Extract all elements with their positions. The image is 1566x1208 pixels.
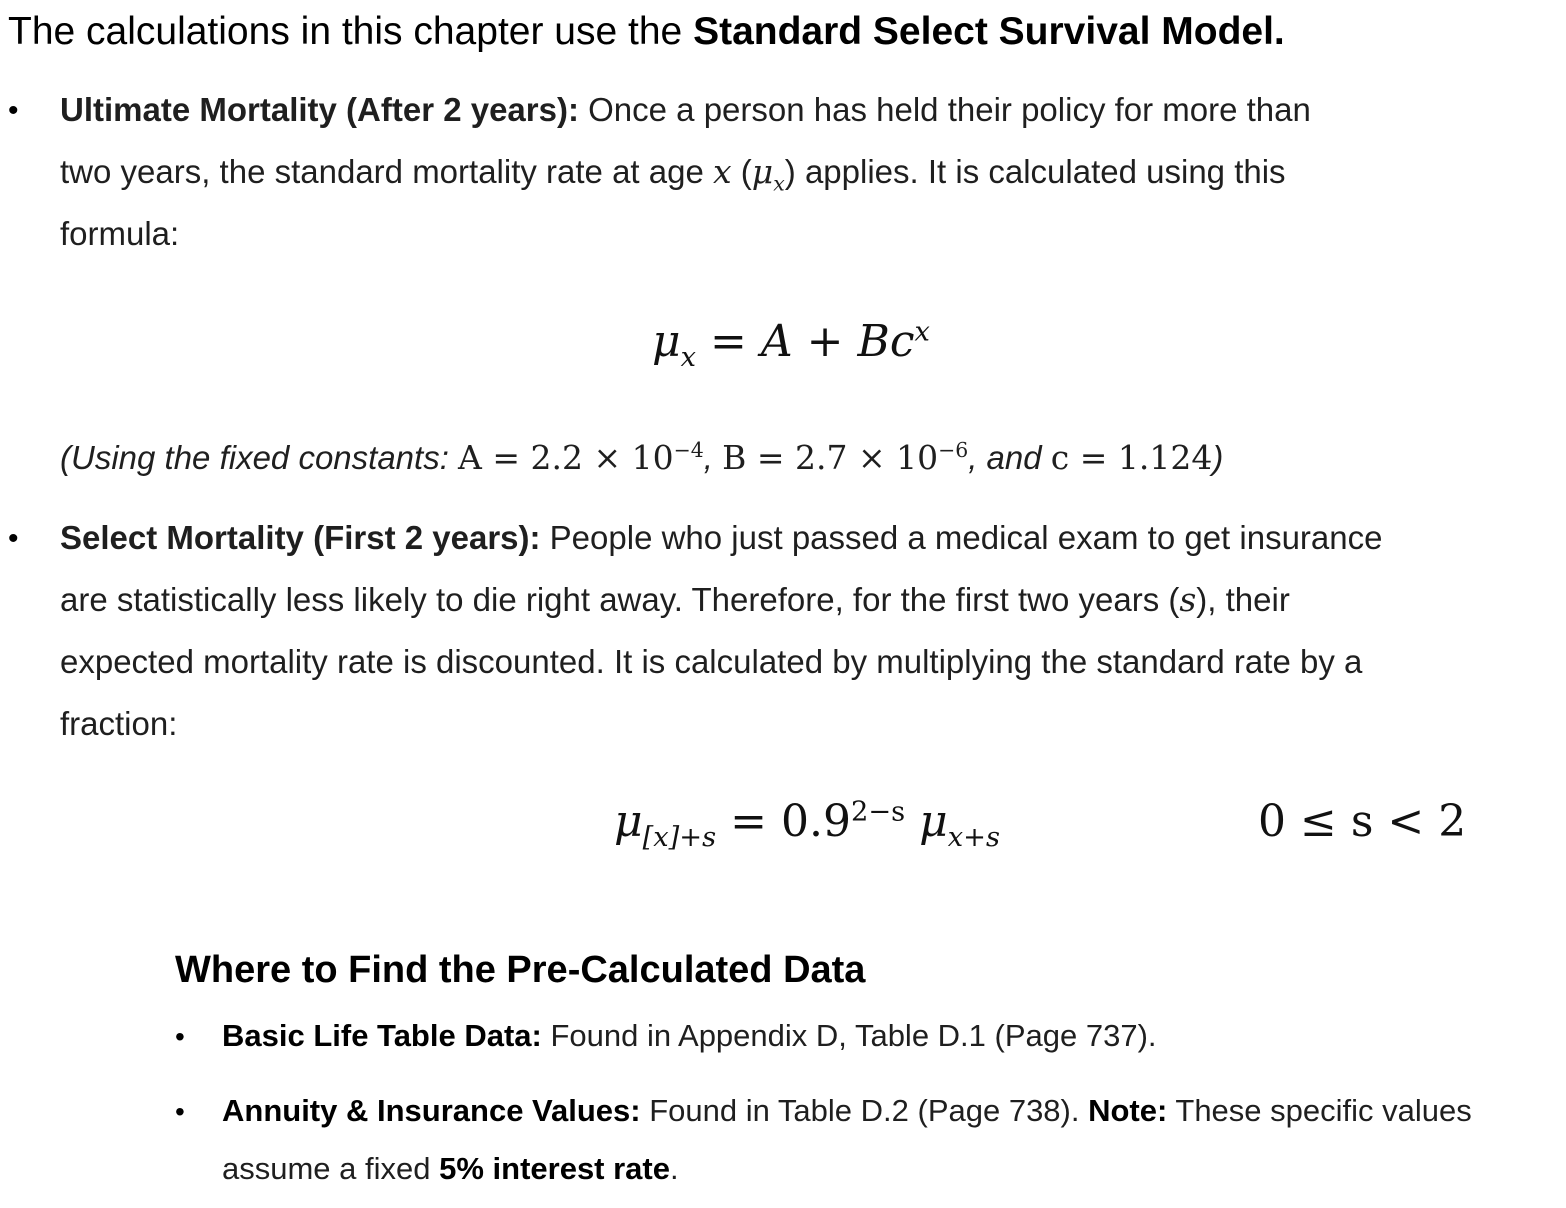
- select-range: 0 ≤ s < 2: [1258, 796, 1467, 847]
- bullet-marker: •: [8, 522, 19, 555]
- var-s: s: [1179, 580, 1197, 619]
- where-item-2: Annuity & Insurance Values: Found in Table D.2 (Page 738). Note: These specific values: [222, 1093, 1472, 1128]
- ultimate-line-3: formula:: [60, 215, 180, 252]
- where-item-1: Basic Life Table Data: Found in Appendix D, Table D.1 (Page 737).: [222, 1018, 1157, 1053]
- constant-c: c = 1.124: [1050, 438, 1213, 477]
- select-line-3: expected mortality rate is discounted. It is calculated by multiplying the standard rate by a: [60, 643, 1363, 680]
- ultimate-equation: $\mu_x = A + Bc^x$: [652, 316, 930, 373]
- select-line-2: are statistically less likely to die right away. Therefore, for the first two years (s), their: [60, 580, 1290, 619]
- constant-a: A = 2.2 × 10: [458, 438, 674, 477]
- where-item-2-line-2: assume a fixed 5% interest rate.: [222, 1151, 679, 1186]
- select-line-1: Select Mortality (First 2 years): People who just passed a medical exam to get insurance: [60, 519, 1383, 556]
- ultimate-line-2: two years, the standard mortality rate at age x $(\mu_x)$ applies. It is calculated using this: [60, 152, 1286, 196]
- intro-text: The calculations in this chapter use the: [8, 10, 694, 53]
- select-equation: $\mu_{[x]+s} = 0.9^{2-s}$ $\mu_{x+s}$: [614, 796, 1000, 853]
- select-heading: Select Mortality (First 2 years):: [60, 519, 541, 556]
- ultimate-line-1: Ultimate Mortality (After 2 years): Once a person has held their policy for more than: [60, 91, 1311, 128]
- select-line-4: fraction:: [60, 705, 178, 742]
- constant-b: B = 2.7 × 10: [722, 438, 939, 477]
- section-title: Where to Find the Pre-Calculated Data: [175, 949, 866, 991]
- bullet-marker: •: [8, 94, 19, 127]
- intro-model-name: Standard Select Survival Model.: [693, 10, 1285, 53]
- ultimate-heading: Ultimate Mortality (After 2 years):: [60, 91, 579, 128]
- intro-sentence: [8, 6, 1285, 58]
- bullet-marker: •: [175, 1096, 185, 1127]
- constants-note: (Using the fixed constants: $A = 2.2 \times 10^{-4}$, $B = 2.7 \times 10^{-6}$, and c = 1.124): [60, 438, 1224, 477]
- var-x: x: [713, 152, 732, 191]
- bullet-marker: •: [175, 1021, 185, 1052]
